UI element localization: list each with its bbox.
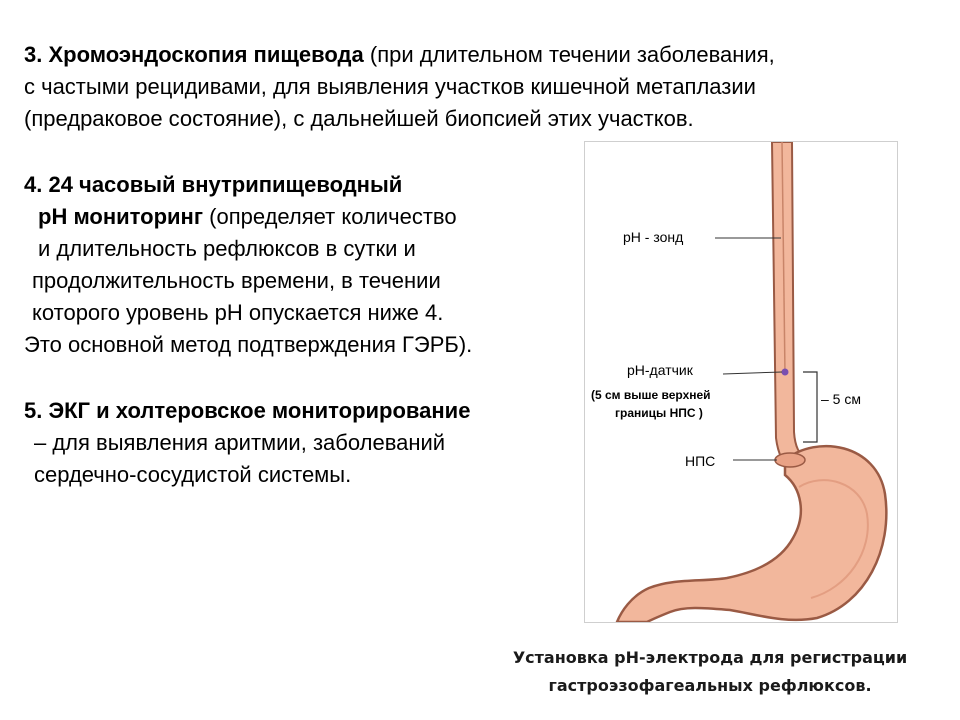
les-label: НПС [685,453,716,469]
esophagus-stomach-figure [584,141,898,623]
section-3-line-1 [24,42,775,68]
section-5-line-2: – для выявления аритмии, заболеваний [34,430,446,455]
section-5-title: 5. ЭКГ и холтеровское мониторирование [24,398,471,423]
les-sphincter [775,453,805,467]
sensor-note-line-1: (5 см выше верхней [591,388,711,402]
ph-sensor-dot [782,369,789,376]
figure-caption-line-1: Установка рН-электрода для регистрации [512,648,908,667]
sensor-leader-line [723,372,782,374]
sensor-label: рН-датчик [627,362,693,378]
distance-bracket [803,372,817,442]
section-3-title: 3. Хромоэндоскопия пищевода [24,42,364,67]
esophagus [772,142,807,472]
section-3-line-3: (предраковое состояние), с дальнейшей биопсией этих участков. [24,106,694,131]
esophagus-stomach-illustration [585,142,897,622]
figure-caption-line-2: гастроэзофагеальных рефлюксов. [548,676,872,695]
section-5-line-3: сердечно-сосудистой системы. [34,462,352,487]
probe-label: рН - зонд [623,229,684,245]
section-4-ph-monitoring: pH мониторинг [38,204,204,229]
section-4-line-3: и длительность рефлюксов в сутки и [38,236,416,261]
section-3-title-rest: (при длительном течении заболевания, [363,42,775,67]
section-4-line-5: которого уровень рН опускается ниже 4. [32,300,444,325]
section-3-line-2: с частыми рецидивами, для выявления участков кишечной метаплазии [24,74,756,99]
stomach [617,446,886,622]
distance-label: – 5 см [821,391,861,407]
section-4-title: 4. 24 часовый внутрипищеводный [24,172,403,197]
section-4-line-6: Это основной метод подтверждения ГЭРБ). [24,332,473,357]
sensor-note-line-2: границы НПС ) [615,406,703,420]
section-4-line-2-rest: (определяет количество [203,204,457,229]
section-4-line-4: продолжительность времени, в течении [32,268,441,293]
section-4-line-2 [38,204,457,230]
